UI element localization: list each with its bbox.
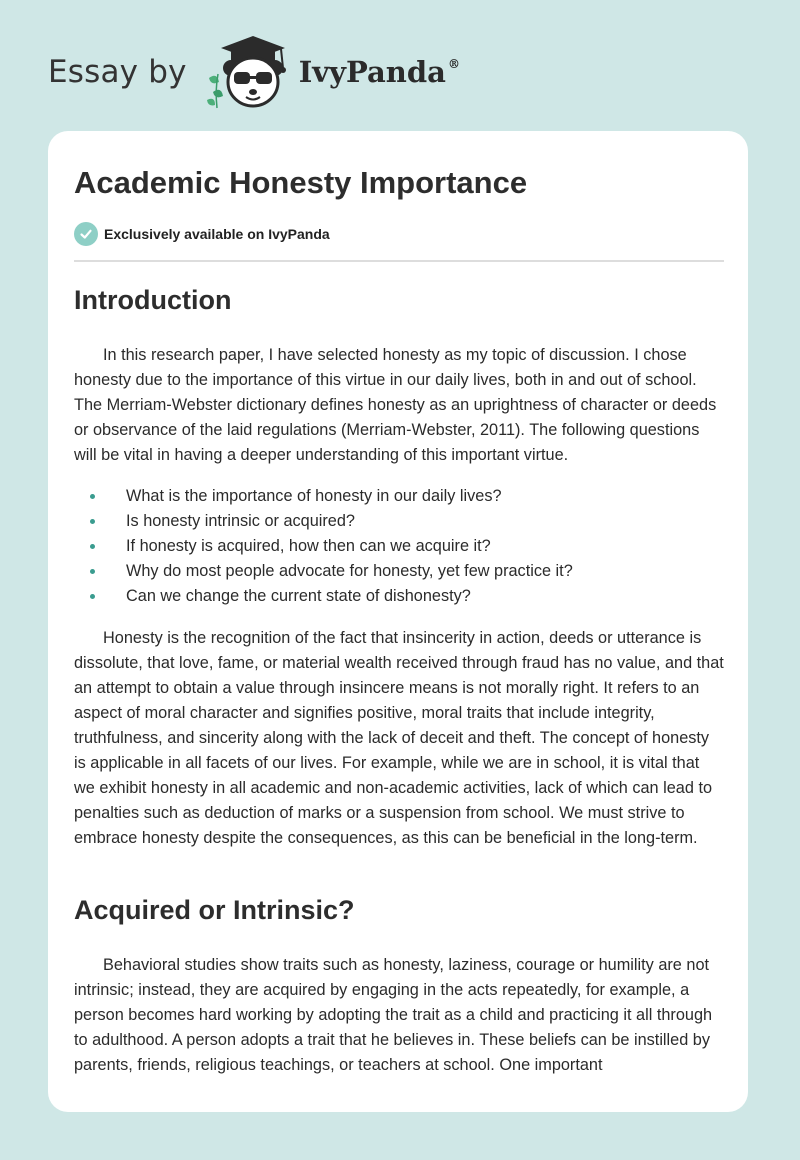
bullet-icon: [90, 594, 95, 599]
acquired-paragraph-1: Behavioral studies show traits such as honesty, laziness, courage or humility are not intrinsic; instead, they are acquired by engaging in the acts repeatedly, for example, a person becomes hard working by adopting the trait as a child and practicing it all through to adulthood. A person adopts a trait that he believes in. These beliefs can be instilled by parents, friends, religious teachings, or teachers at school. One important: [74, 956, 713, 1074]
list-item: [74, 559, 724, 584]
site-header: [48, 34, 460, 110]
page-title: Academic Honesty Importance: [74, 165, 528, 200]
intro-paragraph-2: Honesty is the recognition of the fact that insincerity in action, deeds or utterance is dissolute, that love, fame, or material wealth received through fraud has no value, and that an attempt to obtain a value through insincere means is not morally right. It refers to an aspect of moral character and signifies positive, moral traits that include integrity, truthfulness, and sincerity along with the lack of deceit and theft. The concept of honesty is applicable in all facets of our lives. For example, while we are in school, it is vital that we exhibit honesty in all academic and non-academic activities, lack of which can lead to penalties such as deduction of marks or a suspension from school. We must strive to embrace honesty despite the consequences, as this can be beneficial in the long-term.: [74, 629, 724, 847]
bullet-icon: [90, 519, 95, 524]
brand-name: IvyPanda: [298, 55, 446, 89]
bullet-icon: [90, 544, 95, 549]
intro-paragraph-1: In this research paper, I have selected honesty as my topic of discussion. I chose honesty due to the importance of this virtue in our daily lives, both in and out of school. The Merriam-Webster dictionary defines honesty as an uprightness of character or deeds or observance of the laid regulations (Merriam-Webster, 2011). The following questions will be vital in having a deeper understanding of this important virtue.: [74, 346, 717, 464]
list-item-text: Why do most people advocate for honesty, yet few practice it?: [126, 562, 573, 580]
ivypanda-panda-logo-icon[interactable]: [201, 34, 295, 110]
list-item-text: What is the importance of honesty in our daily lives?: [126, 487, 502, 505]
list-item: [74, 509, 724, 534]
list-item: [74, 484, 724, 509]
list-item: [74, 584, 724, 609]
list-item-text: If honesty is acquired, how then can we acquire it?: [126, 537, 491, 555]
bullet-icon: [90, 569, 95, 574]
section-heading-introduction: Introduction: [74, 285, 232, 315]
registered-mark: ®: [447, 57, 460, 71]
essay-by-label: Essay by: [48, 54, 187, 90]
list-item: [74, 534, 724, 559]
exclusive-badge: [74, 222, 330, 246]
question-list: [74, 484, 724, 609]
bullet-icon: [90, 494, 95, 499]
list-item-text: Can we change the current state of dishonesty?: [126, 587, 471, 605]
check-icon: [74, 222, 98, 246]
section-heading-acquired-or-intrinsic: Acquired or Intrinsic?: [74, 895, 355, 925]
ivypanda-brand[interactable]: [299, 55, 460, 89]
exclusive-label: Exclusively available on IvyPanda: [104, 226, 330, 242]
essay-card: [48, 131, 748, 1112]
list-item-text: Is honesty intrinsic or acquired?: [126, 512, 355, 530]
divider: [74, 260, 724, 262]
